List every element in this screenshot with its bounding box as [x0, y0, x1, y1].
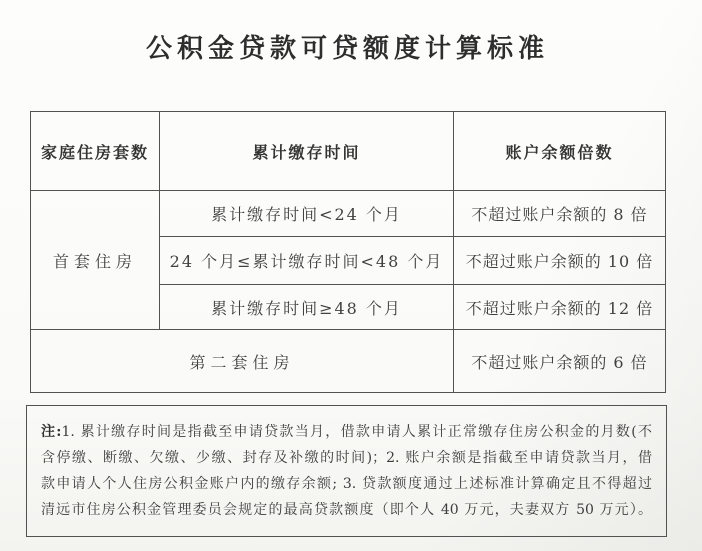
tier-1-multiple-cell: 不超过账户余额的 8 倍 [454, 191, 666, 237]
footnote-line-4: 清远市住房公积金管理委员会规定的最高贷款额度（即个人 40 万元，夫妻双方 50 万元）。 [41, 502, 652, 518]
first-home-cell: 首套住房 [31, 191, 160, 330]
tier-3-multiple-cell: 不超过账户余额的 12 倍 [454, 285, 666, 330]
loan-standard-table [30, 111, 666, 393]
table-header-row [31, 112, 666, 191]
footnote-label: 注: [41, 424, 62, 440]
tier-2-multiple-cell: 不超过账户余额的 10 倍 [454, 237, 666, 285]
tier-1-condition-cell: 累计缴存时间<24 个月 [160, 191, 454, 237]
tier-2-condition-cell: 24 个月≤累计缴存时间<48 个月 [160, 237, 454, 285]
header-balance-multiple: 账户余额倍数 [454, 112, 666, 191]
header-family-units: 家庭住房套数 [31, 112, 160, 191]
footnote-line-2: 含停缴、断缴、欠缴、少缴、封存及补缴的时间)；2. 账户余额是指截至申请贷款当月，借 [41, 450, 652, 466]
second-home-multiple-cell: 不超过账户余额的 6 倍 [454, 330, 666, 393]
second-home-cell: 第二套住房 [31, 330, 454, 393]
footnote-text-1: 1. 累计缴存时间是指截至申请贷款当月，借款申请人累计正常缴存住房公积金的月数(不 [61, 424, 652, 440]
header-deposit-time: 累计缴存时间 [160, 112, 454, 191]
tier-3-condition-cell: 累计缴存时间≥48 个月 [160, 285, 454, 330]
page-title: 公积金贷款可贷额度计算标准 [145, 34, 549, 64]
footnote-box [26, 405, 667, 537]
table-row-tier-1 [31, 191, 666, 237]
footnote-line-1 [41, 419, 652, 445]
table-row-second-home [31, 330, 666, 393]
footnote-line-3: 款申请人个人住房公积金账户内的缴存余额; 3. 贷款额度通过上述标准计算确定且不得超过 [41, 476, 652, 492]
